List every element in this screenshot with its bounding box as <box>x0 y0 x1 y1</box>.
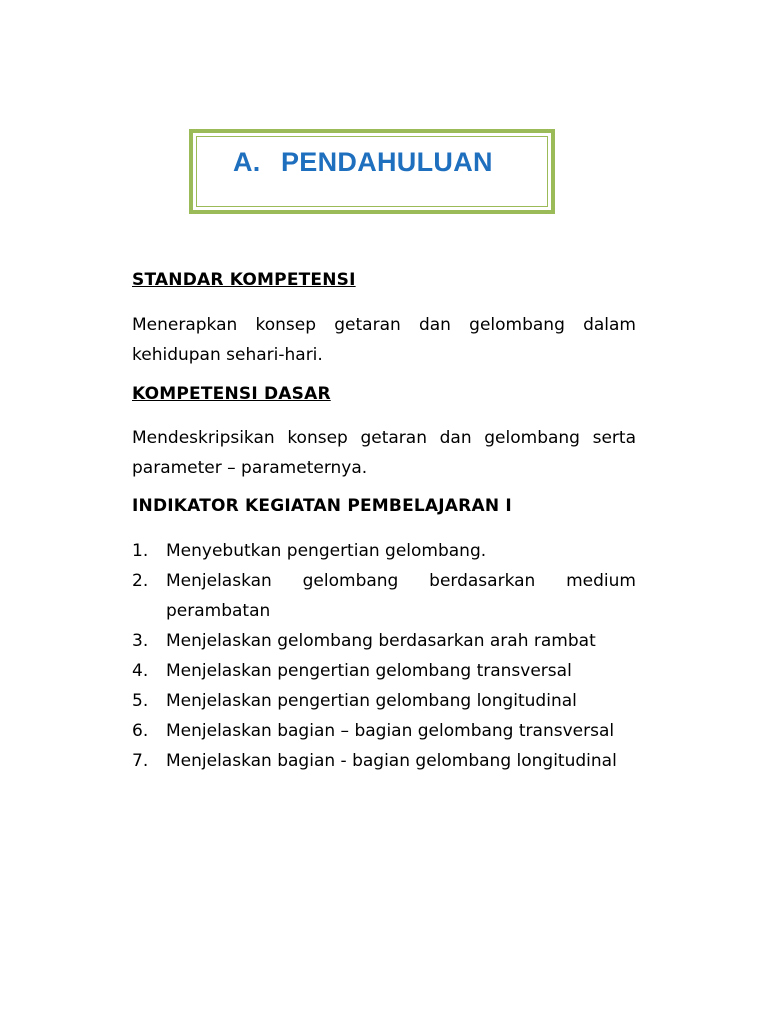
list-item <box>132 566 636 626</box>
list-item-number: 4. <box>132 661 149 681</box>
standar-kompetensi-body-block <box>132 310 636 370</box>
list-item-number: 7. <box>132 751 149 771</box>
standar-kompetensi-heading-block <box>132 270 636 290</box>
kompetensi-dasar-heading: KOMPETENSI DASAR <box>132 384 331 404</box>
list-item-text: Menyebutkan pengertian gelombang. <box>166 541 487 561</box>
indikator-list <box>132 536 636 776</box>
list-item-text: Menjelaskan gelombang berdasarkan medium perambatan <box>166 571 636 621</box>
list-item-number: 1. <box>132 541 149 561</box>
list-item <box>132 626 636 656</box>
list-item-text: Menjelaskan gelombang berdasarkan arah rambat <box>166 631 596 651</box>
list-item <box>132 686 636 716</box>
title-number: A. <box>233 147 261 177</box>
list-item <box>132 656 636 686</box>
list-item-number: 2. <box>132 571 149 591</box>
standar-kompetensi-text: Menerapkan konsep getaran dan gelombang dalam kehidupan sehari-hari. <box>132 315 636 365</box>
list-item-text: Menjelaskan pengertian gelombang transversal <box>166 661 572 681</box>
standar-kompetensi-heading: STANDAR KOMPETENSI <box>132 270 356 290</box>
page-title <box>233 147 493 178</box>
list-item-text: Menjelaskan pengertian gelombang longitudinal <box>166 691 577 711</box>
indikator-heading: INDIKATOR KEGIATAN PEMBELAJARAN I <box>132 496 512 516</box>
title-frame <box>189 129 555 214</box>
kompetensi-dasar-body-block <box>132 423 636 483</box>
list-item <box>132 746 636 776</box>
title-text: PENDAHULUAN <box>281 147 493 177</box>
list-item-text: Menjelaskan bagian – bagian gelombang transversal <box>166 721 615 741</box>
list-item-number: 6. <box>132 721 149 741</box>
list-item-number: 3. <box>132 631 149 651</box>
indikator-heading-block <box>132 496 636 516</box>
kompetensi-dasar-heading-block <box>132 384 636 404</box>
list-item-text: Menjelaskan bagian - bagian gelombang longitudinal <box>166 751 617 771</box>
list-item <box>132 536 636 566</box>
list-item-number: 5. <box>132 691 149 711</box>
list-item <box>132 716 636 746</box>
indikator-list-block <box>132 536 636 776</box>
kompetensi-dasar-text: Mendeskripsikan konsep getaran dan gelombang serta parameter – parameternya. <box>132 428 636 478</box>
